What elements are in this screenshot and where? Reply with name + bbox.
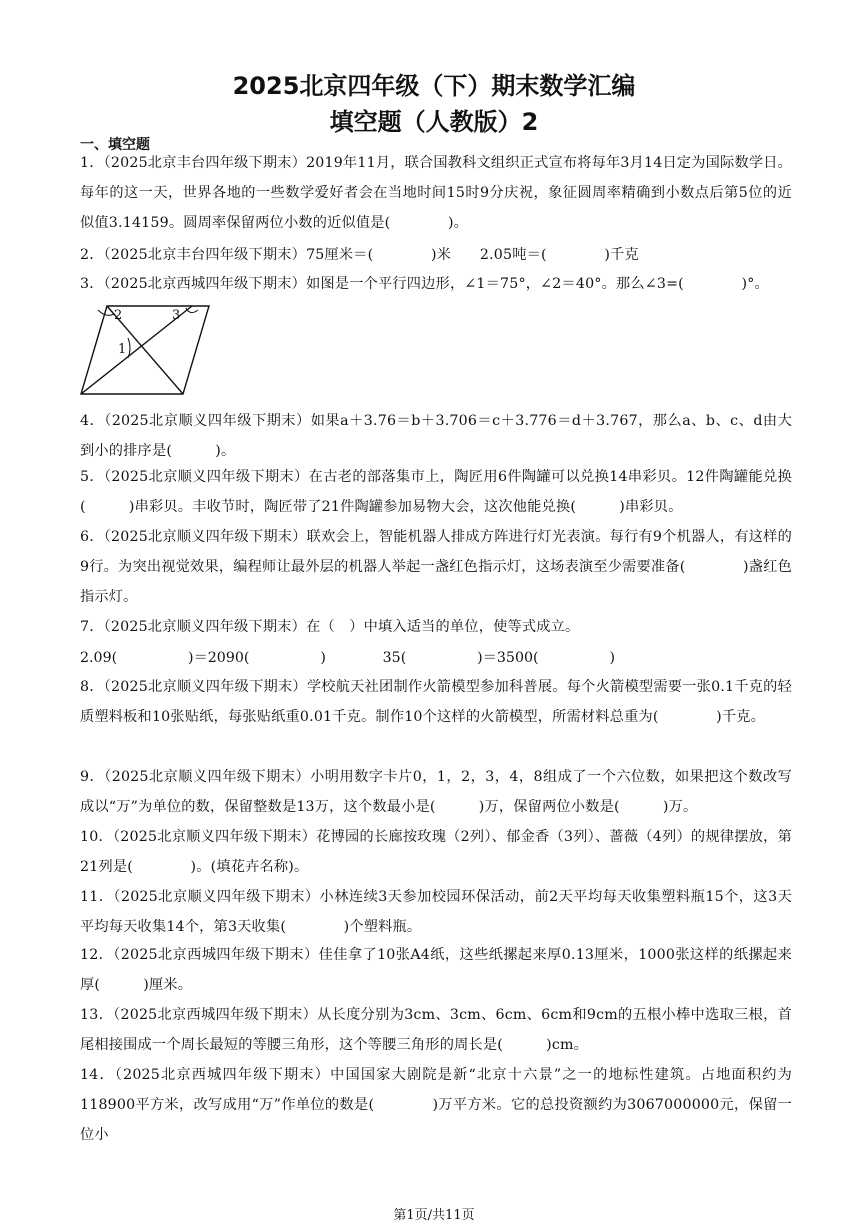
question-4: 4．（2025北京顺义四年级下期末）如果a＋3.76＝b＋3.706＝c＋3.776＝d＋3.767，那么a、b、c、d由大到小的排序是( )。	[80, 413, 792, 459]
angle-label-1: 1	[118, 342, 127, 357]
question-2: 2．（2025北京丰台四年级下期末）75厘米＝( )米 2.05吨＝( )千克	[80, 247, 639, 263]
question-10: 10．（2025北京顺义四年级下期末）花博园的长廊按玫瑰（2列）、郁金香（3列）、蔷薇（4列）的规律摆放，第21列是( )。(填花卉名称)。	[80, 829, 792, 875]
page-footer: 第1页/共11页	[393, 1208, 475, 1223]
question-1: 1．（2025北京丰台四年级下期末）2019年11月，联合国教科文组织正式宣布将每年3月14日定为国际数学日。每年的这一天，世界各地的一些数学爱好者会在当地时间15时9分庆祝，象征圆周率精确到小数点后第5位的近似值3.14159。圆周率保留两位小数的近似值是( )。	[80, 155, 792, 231]
question-7: 7．（2025北京顺义四年级下期末）在（ ）中填入适当的单位，使等式成立。	[80, 619, 580, 635]
angle-label-3: 3	[172, 308, 181, 323]
question-8: 8．（2025北京顺义四年级下期末）学校航天社团制作火箭模型参加科普展。每个火箭模型需要一张0.1千克的轻质塑料板和10张贴纸，每张贴纸重0.01千克。制作10个这样的火箭模型，所需材料总重为( )千克。	[80, 679, 792, 725]
question-7-equations: 2.09( )＝2090( ) 35( )＝3500( )	[80, 650, 616, 666]
section-title: 一、填空题	[80, 137, 150, 153]
question-11: 11．（2025北京顺义四年级下期末）小林连续3天参加校园环保活动，前2天平均每天收集塑料瓶15个，这3天平均每天收集14个，第3天收集( )个塑料瓶。	[80, 889, 792, 935]
question-14: 14．（2025北京西城四年级下期末）中国国家大剧院是新“北京十六景”之一的地标性建筑。占地面积约为118900平方米，改写成用“万”作单位的数是( )万平方米。它的总投资额约为3067000000元，保留一位小	[80, 1067, 792, 1143]
question-12: 12．（2025北京西城四年级下期末）佳佳拿了10张A4纸，这些纸摞起来厚0.13厘米，1000张这样的纸摞起来厚( )厘米。	[80, 947, 792, 993]
document-title-line1: 2025北京四年级（下）期末数学汇编	[232, 72, 636, 100]
parallelogram-figure	[78, 302, 213, 397]
question-3: 3．（2025北京西城四年级下期末）如图是一个平行四边形，∠1＝75°，∠2＝40°。那么∠3=( )°。	[80, 276, 769, 292]
question-6: 6．（2025北京顺义四年级下期末）联欢会上，智能机器人排成方阵进行灯光表演。每行有9个机器人，有这样的9行。为突出视觉效果，编程师让最外层的机器人举起一盏红色指示灯，这场表演至少需要准备( )盏红色指示灯。	[80, 529, 792, 605]
question-9: 9．（2025北京顺义四年级下期末）小明用数字卡片0，1，2，3，4，8组成了一个六位数，如果把这个数改写成以“万”为单位的数，保留整数是13万，这个数最小是( )万，保留两位小数是( )万。	[80, 769, 792, 815]
question-5: 5．（2025北京顺义四年级下期末）在古老的部落集市上，陶匠用6件陶罐可以兑换14串彩贝。12件陶罐能兑换( )串彩贝。丰收节时，陶匠带了21件陶罐参加易物大会，这次他能兑换( )串彩贝。	[80, 469, 792, 515]
question-13: 13．（2025北京西城四年级下期末）从长度分别为3cm、3cm、6cm、6cm和9cm的五根小棒中选取三根，首尾相接围成一个周长最短的等腰三角形，这个等腰三角形的周长是( )cm。	[80, 1007, 792, 1053]
angle-label-2: 2	[114, 308, 123, 323]
document-title-line2: 填空题（人教版）2	[329, 108, 539, 136]
